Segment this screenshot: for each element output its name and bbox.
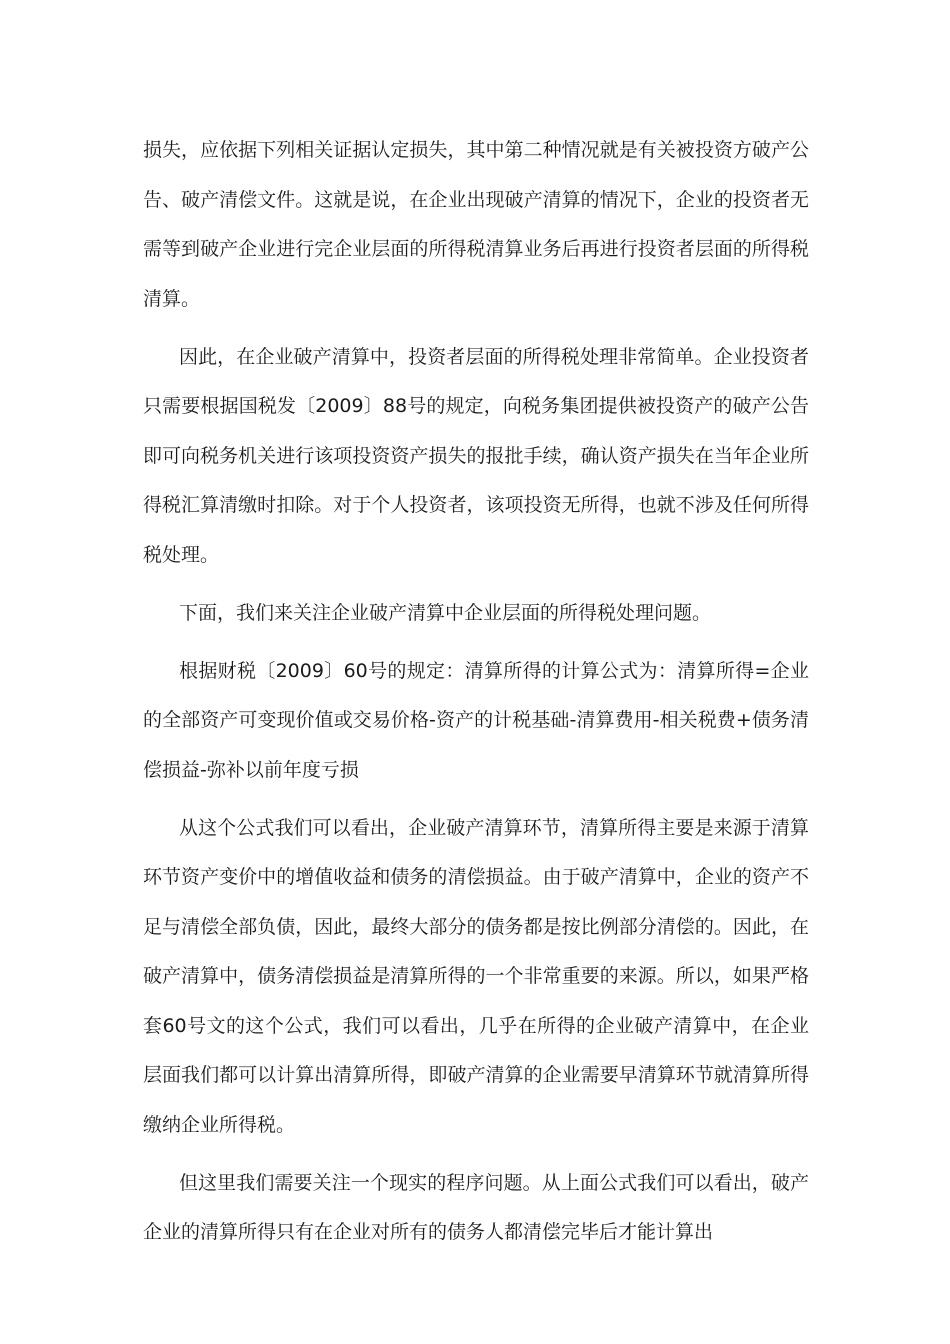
paragraph-5: 从这个公式我们可以看出，企业破产清算环节，清算所得主要是来源于清算环节资产变价中的增值收益和债务的清偿损益。由于破产清算中，企业的资产不足与清偿全部负债，因此，最终大部分的债务都是按比例部分清偿的。因此，在破产清算中，债务清偿损益是清算所得的一个非常重要的来源。所以，如果严格套60号文的这个公式，我们可以看出，几乎在所得的企业破产清算中，在企业层面我们都可以计算出清算所得，即破产清算的企业需要早清算环节就清算所得缴纳企业所得税。 <box>143 816 809 1136</box>
paragraph-6: 但这里我们需要关注一个现实的程序问题。从上面公式我们可以看出，破产企业的清算所得只有在企业对所有的债务人都清偿完毕后才能计算出 <box>143 1171 809 1243</box>
paragraph-2: 因此，在企业破产清算中，投资者层面的所得税处理非常简单。企业投资者只需要根据国税发〔2009〕88号的规定，向税务集团提供被投资产的破产公告即可向税务机关进行该项投资资产损失的报批手续，确认资产损失在当年企业所得税汇算清缴时扣除。对于个人投资者，该项投资无所得，也就不涉及任何所得税处理。 <box>143 345 809 566</box>
paragraph-3: 下面，我们来关注企业破产清算中企业层面的所得税处理问题。 <box>179 601 712 624</box>
paragraph-1: 损失，应依据下列相关证据认定损失，其中第二种情况就是有关被投资方破产公告、破产清偿文件。这就是说，在企业出现破产清算的情况下，企业的投资者无需等到破产企业进行完企业层面的所得税清算业务后再进行投资者层面的所得税清算。 <box>143 139 809 310</box>
paragraph-4: 根据财税〔2009〕60号的规定：清算所得的计算公式为：清算所得=企业的全部资产可变现价值或交易价格-资产的计税基础-清算费用-相关税费+债务清偿损益-弥补以前年度亏损 <box>143 659 809 781</box>
document-page <box>143 126 809 1266</box>
